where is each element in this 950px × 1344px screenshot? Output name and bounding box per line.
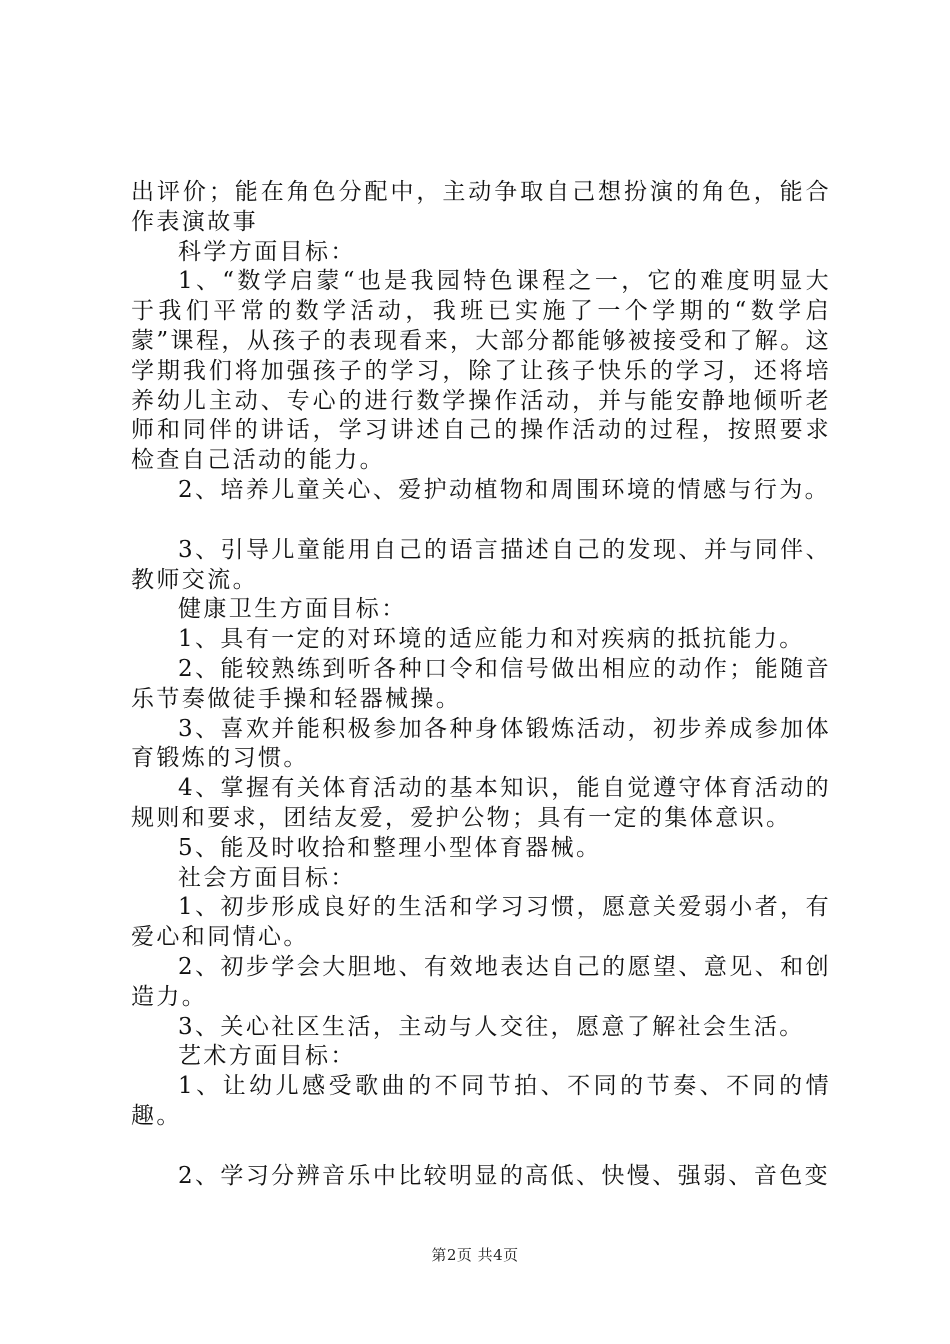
paragraph-science-2: 2、培养儿童关心、爱护动植物和周围环境的情感与行为。 [178, 476, 831, 503]
paragraph-continuation: 出评价；能在角色分配中，主动争取自己想扮演的角色，能合作表演故事 [131, 179, 831, 235]
paragraph-health-2: 2、能较熟练到听各种口令和信号做出相应的动作；能随音乐节奏做徒手操和轻器械操。 [131, 655, 831, 712]
paragraph-science-1: 1、“数学启蒙“也是我园特色课程之一，它的难度明显大于我们平常的数学活动，我班已实施了一个学期的“数学启蒙”课程，从孩子的表现看来，大部分都能够被接受和了解。这学期我们将加强孩子的学习，除了让孩子快乐的学习，还将培养幼儿主动、专心的进行数学操作活动，并与能安静地倾听老师和同伴的讲话，学习讲述自己的操作活动的过程，按照要求检查自己活动的能力。 [131, 268, 831, 474]
heading-art-goals: 艺术方面目标： [178, 1043, 356, 1070]
paragraph-health-1: 1、具有一定的对环境的适应能力和对疾病的抵抗能力。 [178, 626, 805, 653]
paragraph-health-5: 5、能及时收拾和整理小型体育器械。 [178, 834, 602, 861]
document-body [131, 178, 831, 1192]
paragraph-social-1: 1、初步形成良好的生活和学习习惯，愿意关爱弱小者，有爱心和同情心。 [131, 894, 831, 951]
paragraph-science-3: 3、引导儿童能用自己的语言描述自己的发现、并与同伴、教师交流。 [131, 536, 831, 593]
paragraph-art-2: 2、学习分辨音乐中比较明显的高低、快慢、强弱、音色变 [178, 1162, 831, 1189]
heading-social-goals: 社会方面目标： [178, 864, 356, 891]
heading-health-goals: 健康卫生方面目标： [178, 596, 407, 623]
paragraph-social-2: 2、初步学会大胆地、有效地表达自己的愿望、意见、和创造力。 [131, 953, 831, 1010]
page-number-footer: 第2页 共4页 [431, 1246, 519, 1264]
paragraph-social-3: 3、关心社区生活，主动与人交往，愿意了解社会生活。 [178, 1013, 805, 1040]
paragraph-health-3: 3、喜欢并能积极参加各种身体锻炼活动，初步养成参加体育锻炼的习惯。 [131, 715, 831, 772]
heading-science-goals: 科学方面目标： [178, 238, 356, 265]
blank-line [131, 1132, 831, 1162]
paragraph-art-1: 1、让幼儿感受歌曲的不同节拍、不同的节奏、不同的情趣。 [131, 1073, 831, 1129]
paragraph-health-4: 4、掌握有关体育活动的基本知识，能自觉遵守体育活动的规则和要求，团结友爱，爱护公物；具有一定的集体意识。 [131, 775, 831, 831]
blank-line [131, 506, 831, 536]
